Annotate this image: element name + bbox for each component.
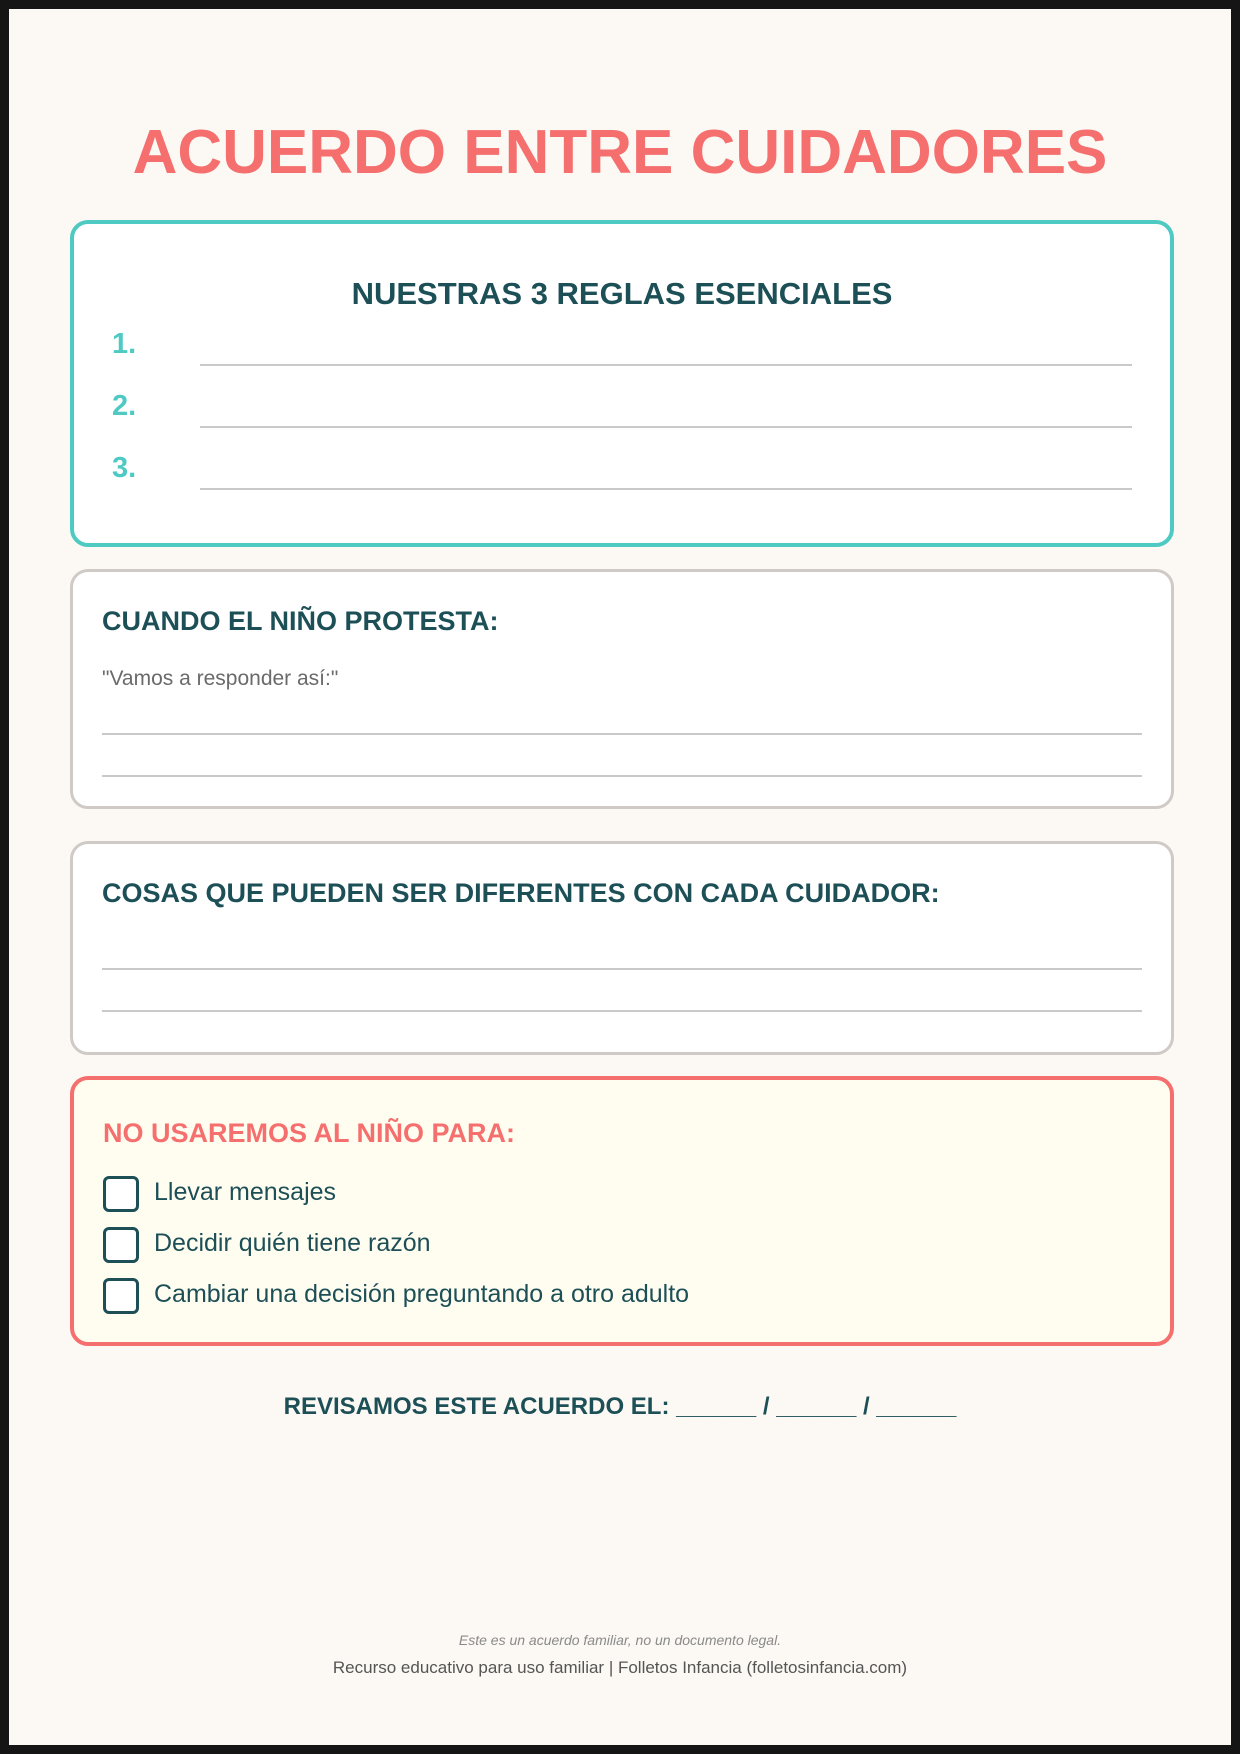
differences-card [70,841,1174,1055]
rules-card [70,220,1174,547]
protest-write-line[interactable] [102,733,1142,735]
no-use-card [70,1076,1174,1346]
checkbox-label: Decidir quién tiene razón [154,1229,431,1257]
protest-subtitle: "Vamos a responder así:" [102,667,339,690]
document-page [9,9,1231,1745]
differences-write-line[interactable] [102,1010,1142,1012]
rule-item [112,390,1132,436]
rules-heading: NUESTRAS 3 REGLAS ESENCIALES [351,276,893,311]
differences-write-line[interactable] [102,968,1142,970]
document-title: ACUERDO ENTRE CUIDADORES [132,118,1108,187]
rule-write-line[interactable] [200,426,1132,428]
rule-item [112,328,1132,374]
rule-item [112,452,1132,498]
footer-note: Este es un acuerdo familiar, no un documento legal. [458,1632,782,1648]
checkbox-label: Llevar mensajes [154,1178,337,1206]
rule-write-line[interactable] [200,364,1132,366]
protest-card [70,569,1174,809]
rule-number: 2. [112,390,137,422]
review-date-line: REVISAMOS ESTE ACUERDO EL: ______ / ______ / ______ [283,1393,957,1420]
protest-heading: CUANDO EL NIÑO PROTESTA: [102,606,499,636]
differences-heading: COSAS QUE PUEDEN SER DIFERENTES CON CADA CUIDADOR: [102,878,940,908]
rule-number: 3. [112,452,137,484]
checkbox[interactable] [103,1227,139,1263]
rule-number: 1. [112,328,137,360]
checkbox-label: Cambiar una decisión preguntando a otro adulto [154,1280,690,1308]
footer-credit: Recurso educativo para uso familiar | Folletos Infancia (folletosinfancia.com) [332,1658,908,1677]
checkbox[interactable] [103,1278,139,1314]
checkbox[interactable] [103,1176,139,1212]
no-use-heading: NO USAREMOS AL NIÑO PARA: [103,1118,516,1148]
rule-write-line[interactable] [200,488,1132,490]
protest-write-line[interactable] [102,775,1142,777]
